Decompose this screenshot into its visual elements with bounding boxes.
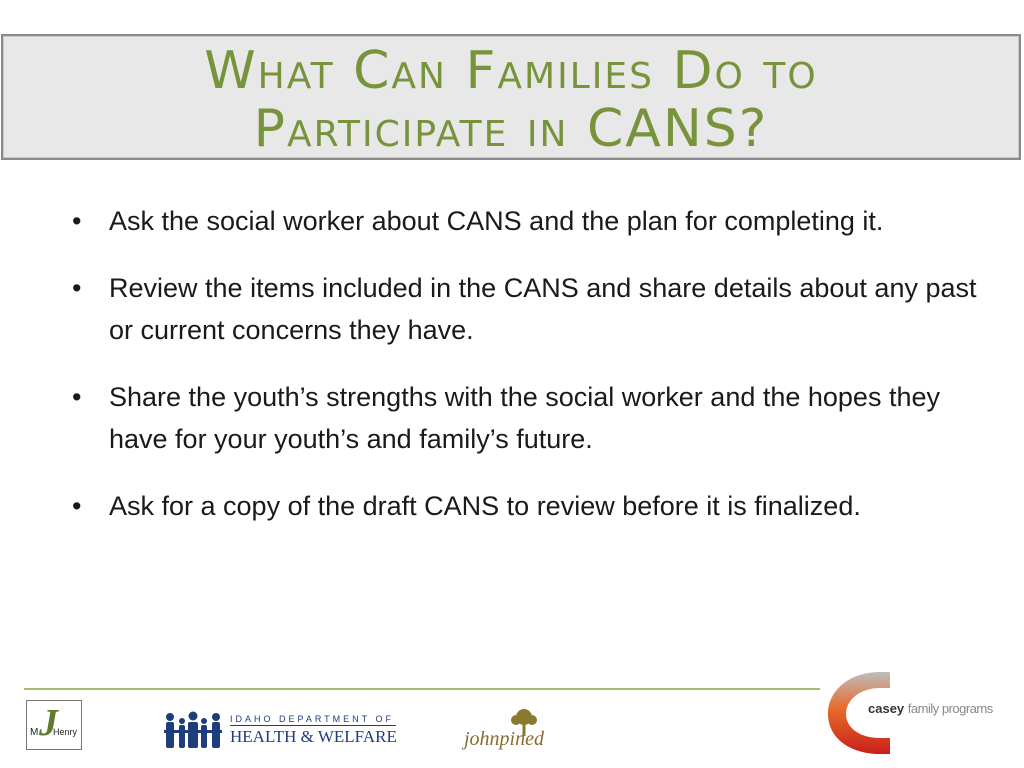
- bullet-item: [66, 267, 996, 351]
- bullet-list: [66, 200, 996, 552]
- bullet-icon: •: [72, 273, 82, 303]
- family-figures-icon: [162, 710, 224, 750]
- title-banner: [1, 34, 1021, 160]
- mj-henry-logo: [26, 700, 82, 750]
- title-line-1: What Can Families Do to: [204, 41, 818, 101]
- foundation-logo: [462, 708, 562, 756]
- mj-henry-logo-m: M: [30, 727, 39, 738]
- casey-wordmark: [868, 701, 993, 716]
- mj-henry-logo-henry: Henry: [53, 727, 78, 737]
- idhw-rule: [230, 725, 396, 726]
- bullet-item: [66, 200, 996, 242]
- idaho-health-welfare-logo: [162, 710, 398, 750]
- bullet-item: [66, 485, 996, 527]
- idhw-line-1: IDAHO DEPARTMENT OF: [230, 714, 395, 724]
- casey-family-programs-logo: [820, 668, 1020, 758]
- casey-word: casey: [868, 701, 905, 716]
- bullet-icon: •: [72, 382, 82, 412]
- bullet-text: Ask the social worker about CANS and the plan for completing it.: [109, 206, 884, 236]
- bullet-text: Review the items included in the CANS and share details about any past or current concerns they have.: [109, 273, 977, 345]
- foundation-logo-text: johnpined: [464, 728, 544, 750]
- title-line-2: Participate in CANS?: [253, 99, 769, 159]
- slide-title: [3, 42, 1019, 158]
- bullet-text: Share the youth’s strengths with the social worker and the hopes they have for your youth’s and family’s future.: [109, 382, 940, 454]
- family-programs-word: family programs: [907, 701, 993, 716]
- footer-divider: [24, 688, 820, 690]
- mj-henry-logo-j: J: [39, 702, 58, 744]
- idhw-line-2: HEALTH & WELFARE: [230, 727, 397, 746]
- bullet-icon: •: [72, 491, 82, 521]
- bullet-item: [66, 376, 996, 460]
- bullet-text: Ask for a copy of the draft CANS to review before it is finalized.: [109, 491, 861, 521]
- bullet-icon: •: [72, 206, 82, 236]
